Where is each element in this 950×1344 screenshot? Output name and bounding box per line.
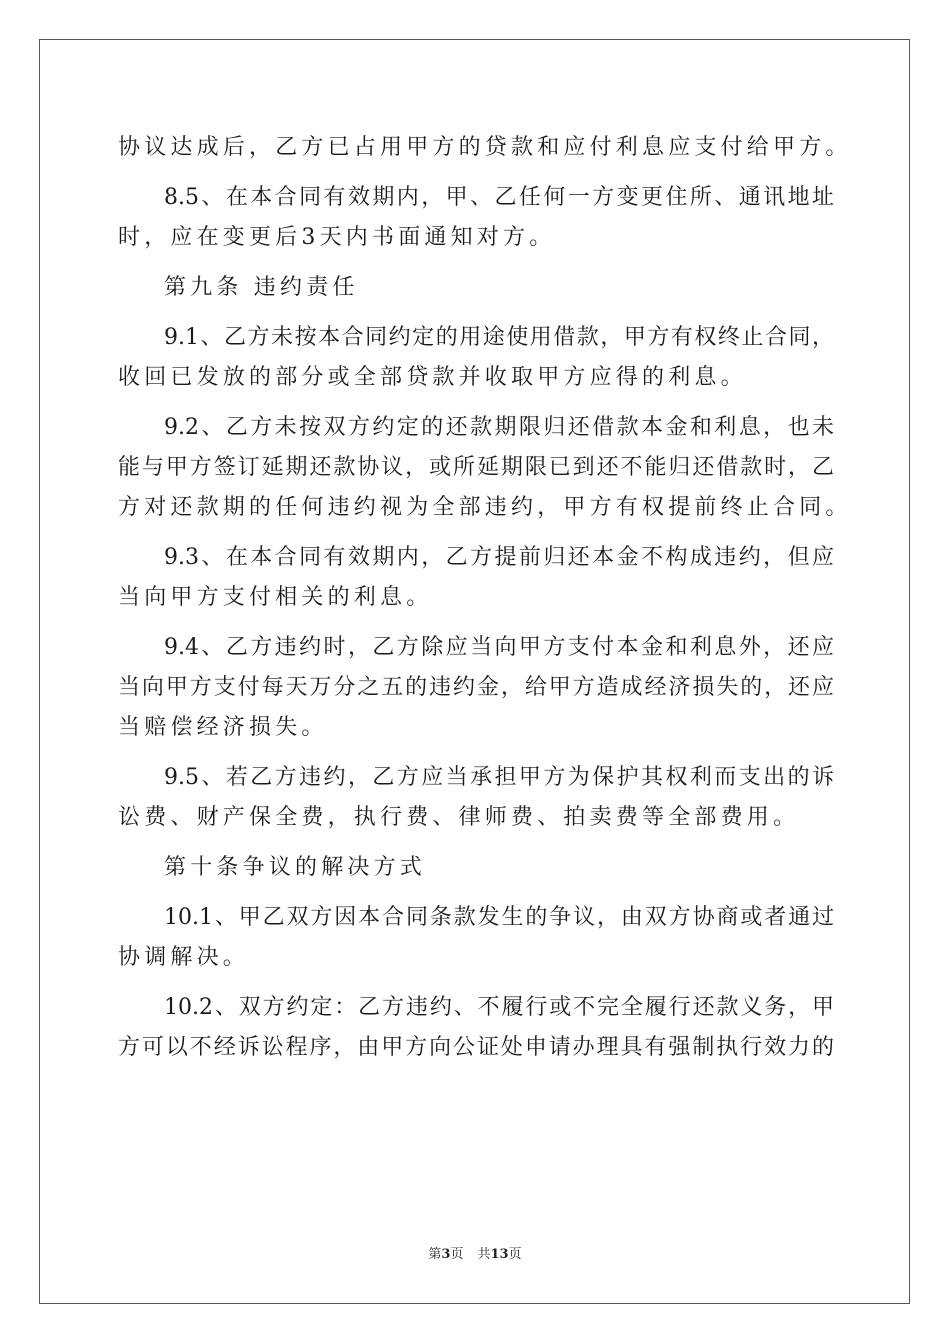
- total-suffix: 页: [508, 1247, 522, 1262]
- text-line: 协调解决。: [118, 945, 250, 970]
- text-line: 9.3、在本合同有效期内，乙方提前归还本金不构成违约，但应: [164, 545, 834, 570]
- text-line: 时，应在变更后3天内书面通知对方。: [118, 225, 556, 250]
- text-line: 9.4、乙方违约时，乙方除应当向甲方支付本金和利息外，还应: [164, 635, 834, 660]
- text-line: 收回已发放的部分或全部贷款并收取甲方应得的利息。: [118, 365, 747, 390]
- total-pages: 13: [490, 1247, 509, 1262]
- text-line: 10.1、甲乙双方因本合同条款发生的争议，由双方协商或者通过: [164, 905, 834, 930]
- page-number: 3: [441, 1247, 451, 1262]
- page-footer: [0, 1246, 950, 1264]
- document-body: [118, 128, 852, 1068]
- page-suffix: 页: [450, 1247, 464, 1262]
- page-prefix: 第: [428, 1247, 442, 1262]
- text-line: 能与甲方签订延期还款协议，或所延期限已到还不能归还借款时，乙: [118, 455, 834, 480]
- text-line: 8.5、在本合同有效期内，甲、乙任何一方变更住所、通讯地址: [164, 185, 834, 210]
- section-heading: 第十条争议的解决方式: [164, 855, 427, 880]
- text-line: 9.1、乙方未按本合同约定的用途使用借款，甲方有权终止合同，: [164, 325, 834, 350]
- text-line: 协议达成后，乙方已占用甲方的贷款和应付利息应支付给甲方。: [118, 135, 852, 160]
- text-line: 方对还款期的任何违约视为全部违约，甲方有权提前终止合同。: [118, 495, 852, 520]
- text-line: 9.5、若乙方违约，乙方应当承担甲方为保护其权利而支出的诉: [164, 765, 834, 790]
- text-line: 方可以不经诉讼程序，由甲方向公证处申请办理具有强制执行效力的: [118, 1035, 834, 1060]
- text-line: 当向甲方支付相关的利息。: [118, 585, 433, 610]
- section-heading: 第九条 违约责任: [164, 275, 359, 300]
- text-line: 讼费、财产保全费，执行费、律师费、拍卖费等全部费用。: [118, 805, 800, 830]
- text-line: 当赔偿经济损失。: [118, 715, 328, 740]
- text-line: 10.2、双方约定：乙方违约、不履行或不完全履行还款义务，甲: [164, 995, 834, 1020]
- text-line: 9.2、乙方未按双方约定的还款期限归还借款本金和利息，也未: [164, 415, 834, 440]
- total-prefix: 共: [477, 1247, 491, 1262]
- text-line: 当向甲方支付每天万分之五的违约金，给甲方造成经济损失的，还应: [118, 675, 834, 700]
